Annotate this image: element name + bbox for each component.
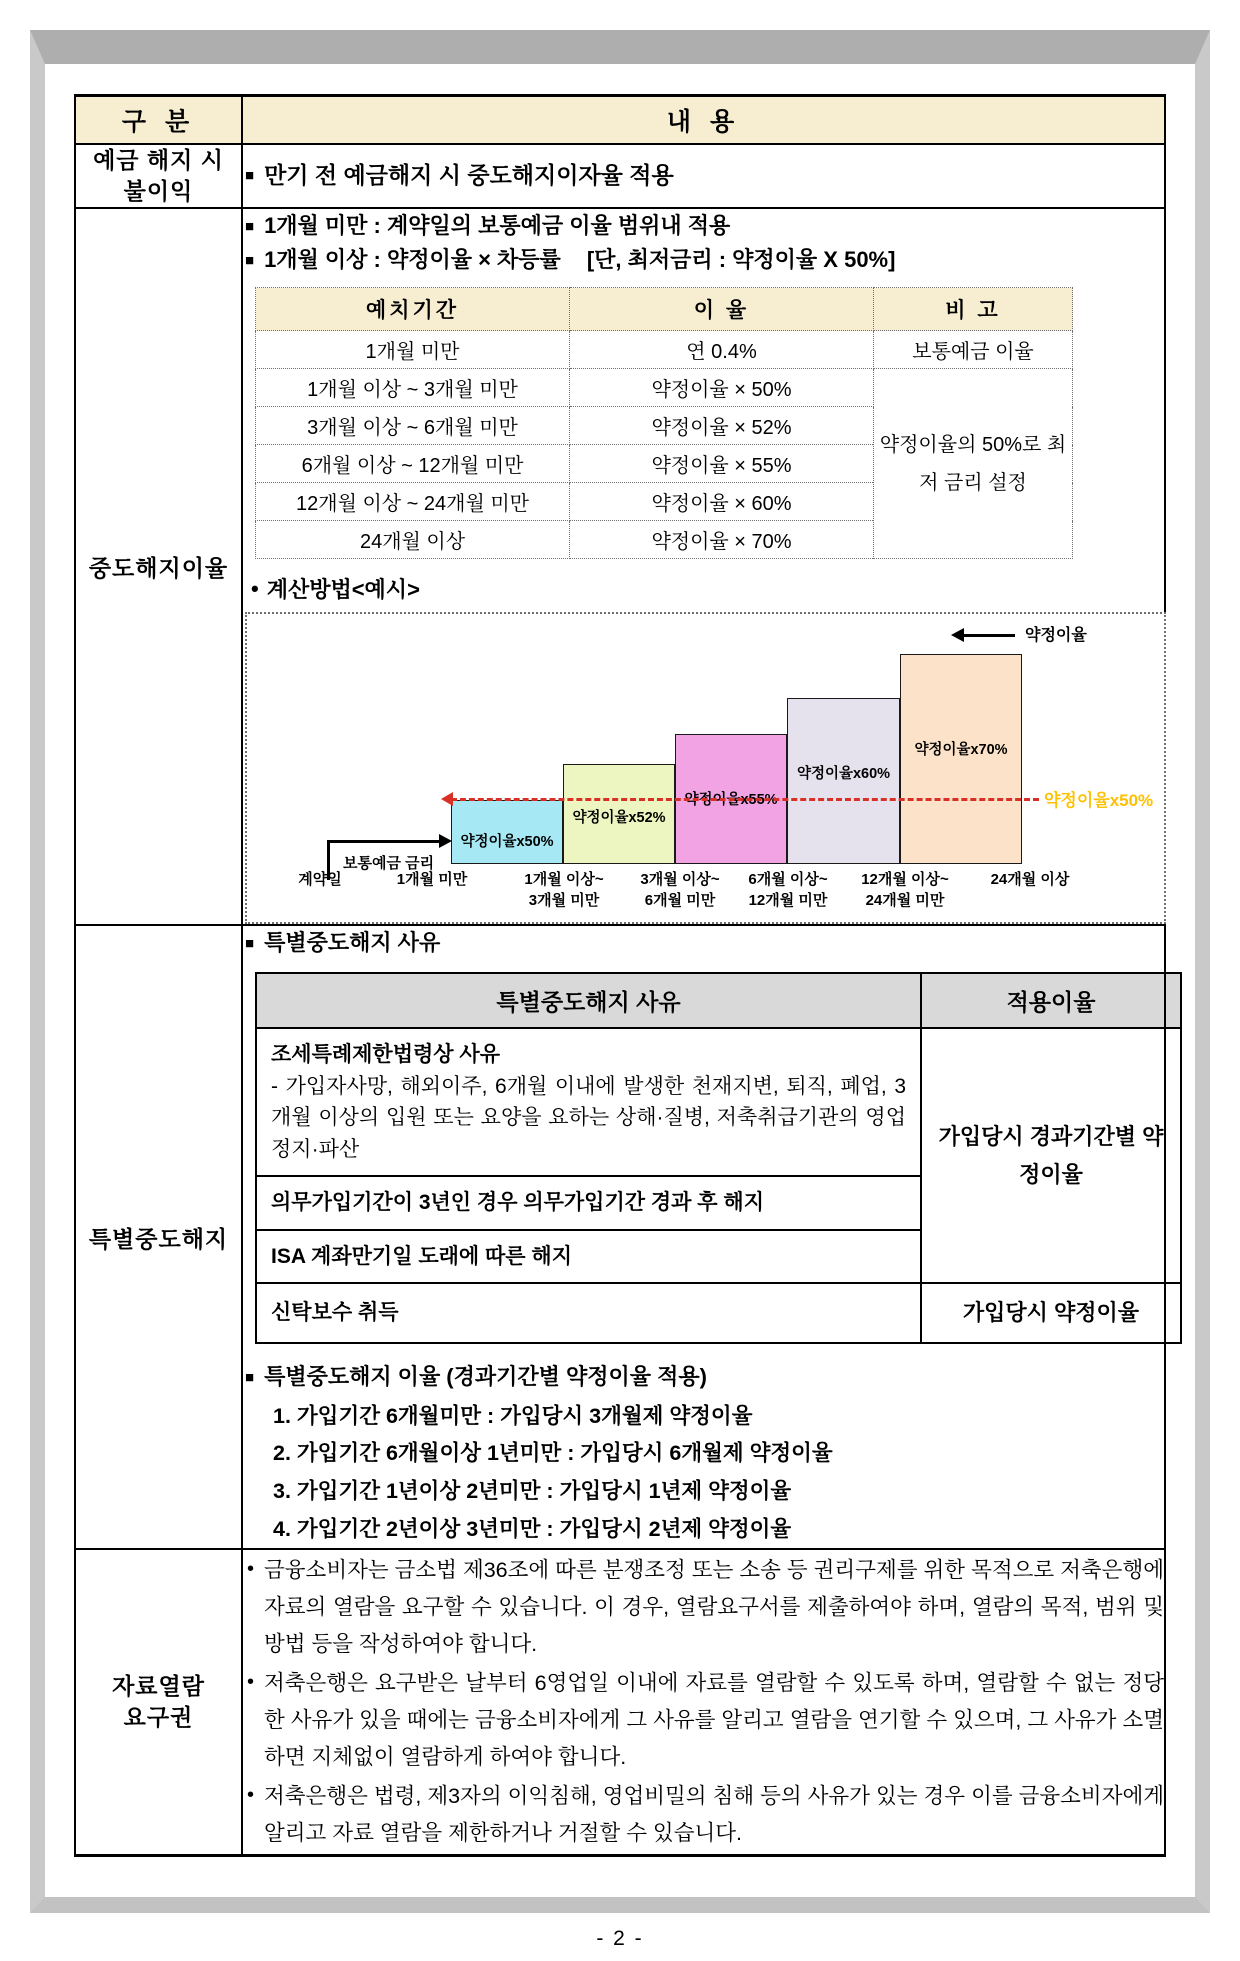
rate-period: 3개월 이상 ~ 6개월 미만 <box>256 407 570 445</box>
axis-label-line: 6개월 이상~ <box>748 871 828 889</box>
square-bullet-icon: ■ <box>245 167 255 185</box>
table-row <box>256 1028 1181 1176</box>
header-content: 내 용 <box>242 96 1165 145</box>
rate-period: 1개월 이상 ~ 3개월 미만 <box>256 369 570 407</box>
rate-period: 1개월 미만 <box>256 331 570 369</box>
rate-merged-note: 약정이율의 50%로 최저 금리 설정 <box>874 369 1073 559</box>
chart-bar-60 <box>787 698 900 864</box>
rate-period: 6개월 이상 ~ 12개월 미만 <box>256 445 570 483</box>
rate-col-note: 비 고 <box>874 288 1073 331</box>
contract-rate-label: 약정이율 <box>1025 627 1087 645</box>
special-cause-cell: 의무가입기간이 3년인 경우 의무가입기간 경과 후 해지 <box>256 1176 921 1230</box>
label-line: 예금 해지 시 <box>93 147 224 173</box>
axis-label <box>505 870 623 911</box>
mid-rate-bullet2-note: [단, 최저금리 : 약정이율 X 50%] <box>586 247 896 273</box>
page-number: - 2 - <box>596 1927 644 1951</box>
mid-rate-content <box>242 208 1165 925</box>
rate-col-period: 예치기간 <box>256 288 570 331</box>
paragraph <box>243 1665 1164 1776</box>
bar-label: 약정이율x60% <box>796 766 891 783</box>
rate-value: 약정이율 × 70% <box>570 521 874 559</box>
row-label-deposit-cancel <box>75 144 242 208</box>
axis-label <box>841 870 969 911</box>
arrow-line <box>963 634 1015 637</box>
axis-label <box>971 870 1089 890</box>
axis-label <box>275 870 365 890</box>
axis-label-line: 6개월 미만 <box>644 891 716 909</box>
paragraph-text: 저축은행은 요구받은 날부터 6영업일 이내에 자료를 열람할 수 있도록 하며, 열람할 수 없는 정당한 사유가 있을 때에는 금융소비자에게 그 사유를 알리고 열람을 연기할 수 있으며, 그 사유가 소멸하면 지체없이 열람하게 하여야 합니다. <box>264 1671 1164 1770</box>
list-item: 3. 가입기간 1년이상 2년미만 : 가입당시 1년제 약정이율 <box>273 1479 792 1504</box>
bar-label: 약정이율x55% <box>684 792 778 809</box>
list-item: 4. 가입기간 2년이상 3년미만 : 가입당시 2년제 약정이율 <box>273 1516 792 1541</box>
calc-method-label: 계산방법<예시> <box>266 577 420 603</box>
axis-label-line: 24개월 이상 <box>990 871 1070 889</box>
paragraph-text: 금융소비자는 금소법 제36조에 따른 분쟁조정 또는 소송 등 권리구제를 위한 목적으로 저축은행에 자료의 열람을 요구할 수 있습니다. 이 경우, 열람요구서를 제출하여야 하며, 열람의 목적, 범위 및 방법 등을 작성하여야 합니다. <box>264 1558 1164 1657</box>
base-rate-arrow-line <box>327 840 445 843</box>
special-cause-cell: ISA 계좌만기일 도래에 따른 해지 <box>256 1230 921 1284</box>
rate-value: 약정이율 × 50% <box>570 369 874 407</box>
rate-period: 24개월 이상 <box>256 521 570 559</box>
special-merged-rate: 가입당시 경과기간별 약정이율 <box>921 1028 1181 1283</box>
rate-col-rate: 이 율 <box>570 288 874 331</box>
special-cause-cell <box>256 1028 921 1176</box>
special-rate-heading: 특별중도해지 이율 (경과기간별 약정이율 적용) <box>264 1363 707 1389</box>
red-left-arrowhead-icon <box>441 792 453 806</box>
chart-bar-52 <box>563 764 675 864</box>
axis-label-line: 3개월 미만 <box>528 891 600 909</box>
cause-title: 조세특례제한법령상 사유 <box>271 1043 500 1067</box>
bar-label: 약정이율x50% <box>460 834 554 851</box>
special-table-header <box>256 973 1181 1028</box>
paragraph <box>243 1552 1164 1663</box>
axis-label-line: 24개월 미만 <box>865 891 945 909</box>
table-row <box>256 369 1073 407</box>
bar-label: 약정이율x52% <box>572 810 666 827</box>
table-row <box>256 331 1073 369</box>
min-rate-floor-label: 약정이율x50% <box>1044 791 1154 811</box>
rate-period: 12개월 이상 ~ 24개월 미만 <box>256 483 570 521</box>
dot-bullet-icon: • <box>247 1671 255 1694</box>
special-col-cause: 특별중도해지 사유 <box>256 973 921 1028</box>
dot-bullet-icon: • <box>251 575 259 601</box>
rate-note: 보통예금 이율 <box>874 331 1073 369</box>
data-access-content <box>242 1549 1165 1855</box>
row-deposit-cancel <box>75 144 1165 208</box>
special-cause-cell: 신탁보수 취득 <box>256 1283 921 1342</box>
rate-value: 약정이율 × 52% <box>570 407 874 445</box>
square-bullet-icon: ■ <box>245 935 255 953</box>
row-label-special-cancel: 특별중도해지 <box>75 925 242 1549</box>
row-mid-rate <box>75 208 1165 925</box>
square-bullet-icon: ■ <box>245 252 255 270</box>
dot-bullet-icon: • <box>247 1558 255 1581</box>
label-line: 자료열람 <box>112 1673 205 1700</box>
axis-label-line: 1개월 미만 <box>396 871 468 889</box>
min-rate-dashed-line <box>451 798 1039 801</box>
special-rate-list <box>273 1398 1164 1549</box>
base-rate-label: 보통예금 금리 <box>343 855 435 873</box>
axis-label-line: 계약일 <box>298 871 342 889</box>
bullet-line <box>243 926 1164 960</box>
table-row <box>256 1283 1181 1342</box>
special-cancel-table <box>255 972 1182 1343</box>
special-col-rate: 적용이율 <box>921 973 1181 1028</box>
bullet-line <box>243 158 1164 194</box>
list-item: 2. 가입기간 6개월이상 1년미만 : 가입당시 6개월제 약정이율 <box>273 1441 833 1466</box>
bullet-line <box>243 209 1164 243</box>
page-frame <box>30 30 1210 1913</box>
square-bullet-icon: ■ <box>245 218 255 236</box>
label-line: 요구권 <box>123 1704 194 1731</box>
table-header-row <box>75 96 1165 145</box>
chart-bar-70 <box>900 654 1022 864</box>
axis-label <box>375 870 489 890</box>
paragraph <box>243 1778 1164 1852</box>
axis-label-line: 1개월 이상~ <box>524 871 604 889</box>
mid-rate-bullet1: 1개월 미만 : 계약일의 보통예금 이율 범위내 적용 <box>264 213 731 239</box>
rate-table <box>255 287 1073 559</box>
axis-label-line: 12개월 미만 <box>748 891 828 909</box>
special-row4-rate: 가입당시 약정이율 <box>921 1283 1181 1342</box>
rate-value: 연 0.4% <box>570 331 874 369</box>
row-label-data-access <box>75 1549 242 1855</box>
rate-step-chart <box>245 612 1166 924</box>
bullet-line <box>243 1360 1164 1394</box>
right-arrowhead-icon <box>439 834 452 848</box>
square-bullet-icon: ■ <box>245 1368 255 1386</box>
chart-bar-50 <box>451 800 563 864</box>
row-special-cancel <box>75 925 1165 1549</box>
axis-label-line: 3개월 이상~ <box>640 871 720 889</box>
dot-bullet-icon: • <box>247 1784 255 1807</box>
row-data-access <box>75 1549 1165 1855</box>
special-cancel-content <box>242 925 1165 1549</box>
bar-label: 약정이율x70% <box>914 742 1008 759</box>
axis-label-line: 12개월 이상~ <box>861 871 949 889</box>
cause-detail: - 가입자사망, 해외이주, 6개월 이내에 발생한 천재지변, 퇴직, 폐업, 3개월 이상의 입원 또는 요양을 요하는 상해·질병, 저축취급기관의 영업정지·파산 <box>271 1074 906 1161</box>
special-cause-heading: 특별중도해지 사유 <box>264 930 441 956</box>
terms-table <box>74 94 1166 1857</box>
mid-rate-bullet2: 1개월 이상 : 약정이율 × 차등률 <box>264 247 561 273</box>
calc-method-line <box>245 573 1164 604</box>
paragraph-text: 저축은행은 법령, 제3자의 이익침해, 영업비밀의 침해 등의 사유가 있는 경우 이를 금융소비자에게 알리고 자료 열람을 제한하거나 거절할 수 있습니다. <box>264 1784 1164 1846</box>
axis-label <box>727 870 849 911</box>
row-label-mid-rate: 중도해지이율 <box>75 208 242 925</box>
list-item: 1. 가입기간 6개월미만 : 가입당시 3개월제 약정이율 <box>273 1403 753 1428</box>
label-line: 불이익 <box>123 178 194 205</box>
deposit-cancel-text: 만기 전 예금해지 시 중도해지이자율 적용 <box>264 162 674 189</box>
deposit-cancel-content <box>242 144 1165 208</box>
rate-value: 약정이율 × 60% <box>570 483 874 521</box>
rate-table-header <box>256 288 1073 331</box>
rate-value: 약정이율 × 55% <box>570 445 874 483</box>
header-category: 구 분 <box>75 96 242 145</box>
axis-label <box>621 870 739 911</box>
bullet-line <box>243 243 1164 277</box>
